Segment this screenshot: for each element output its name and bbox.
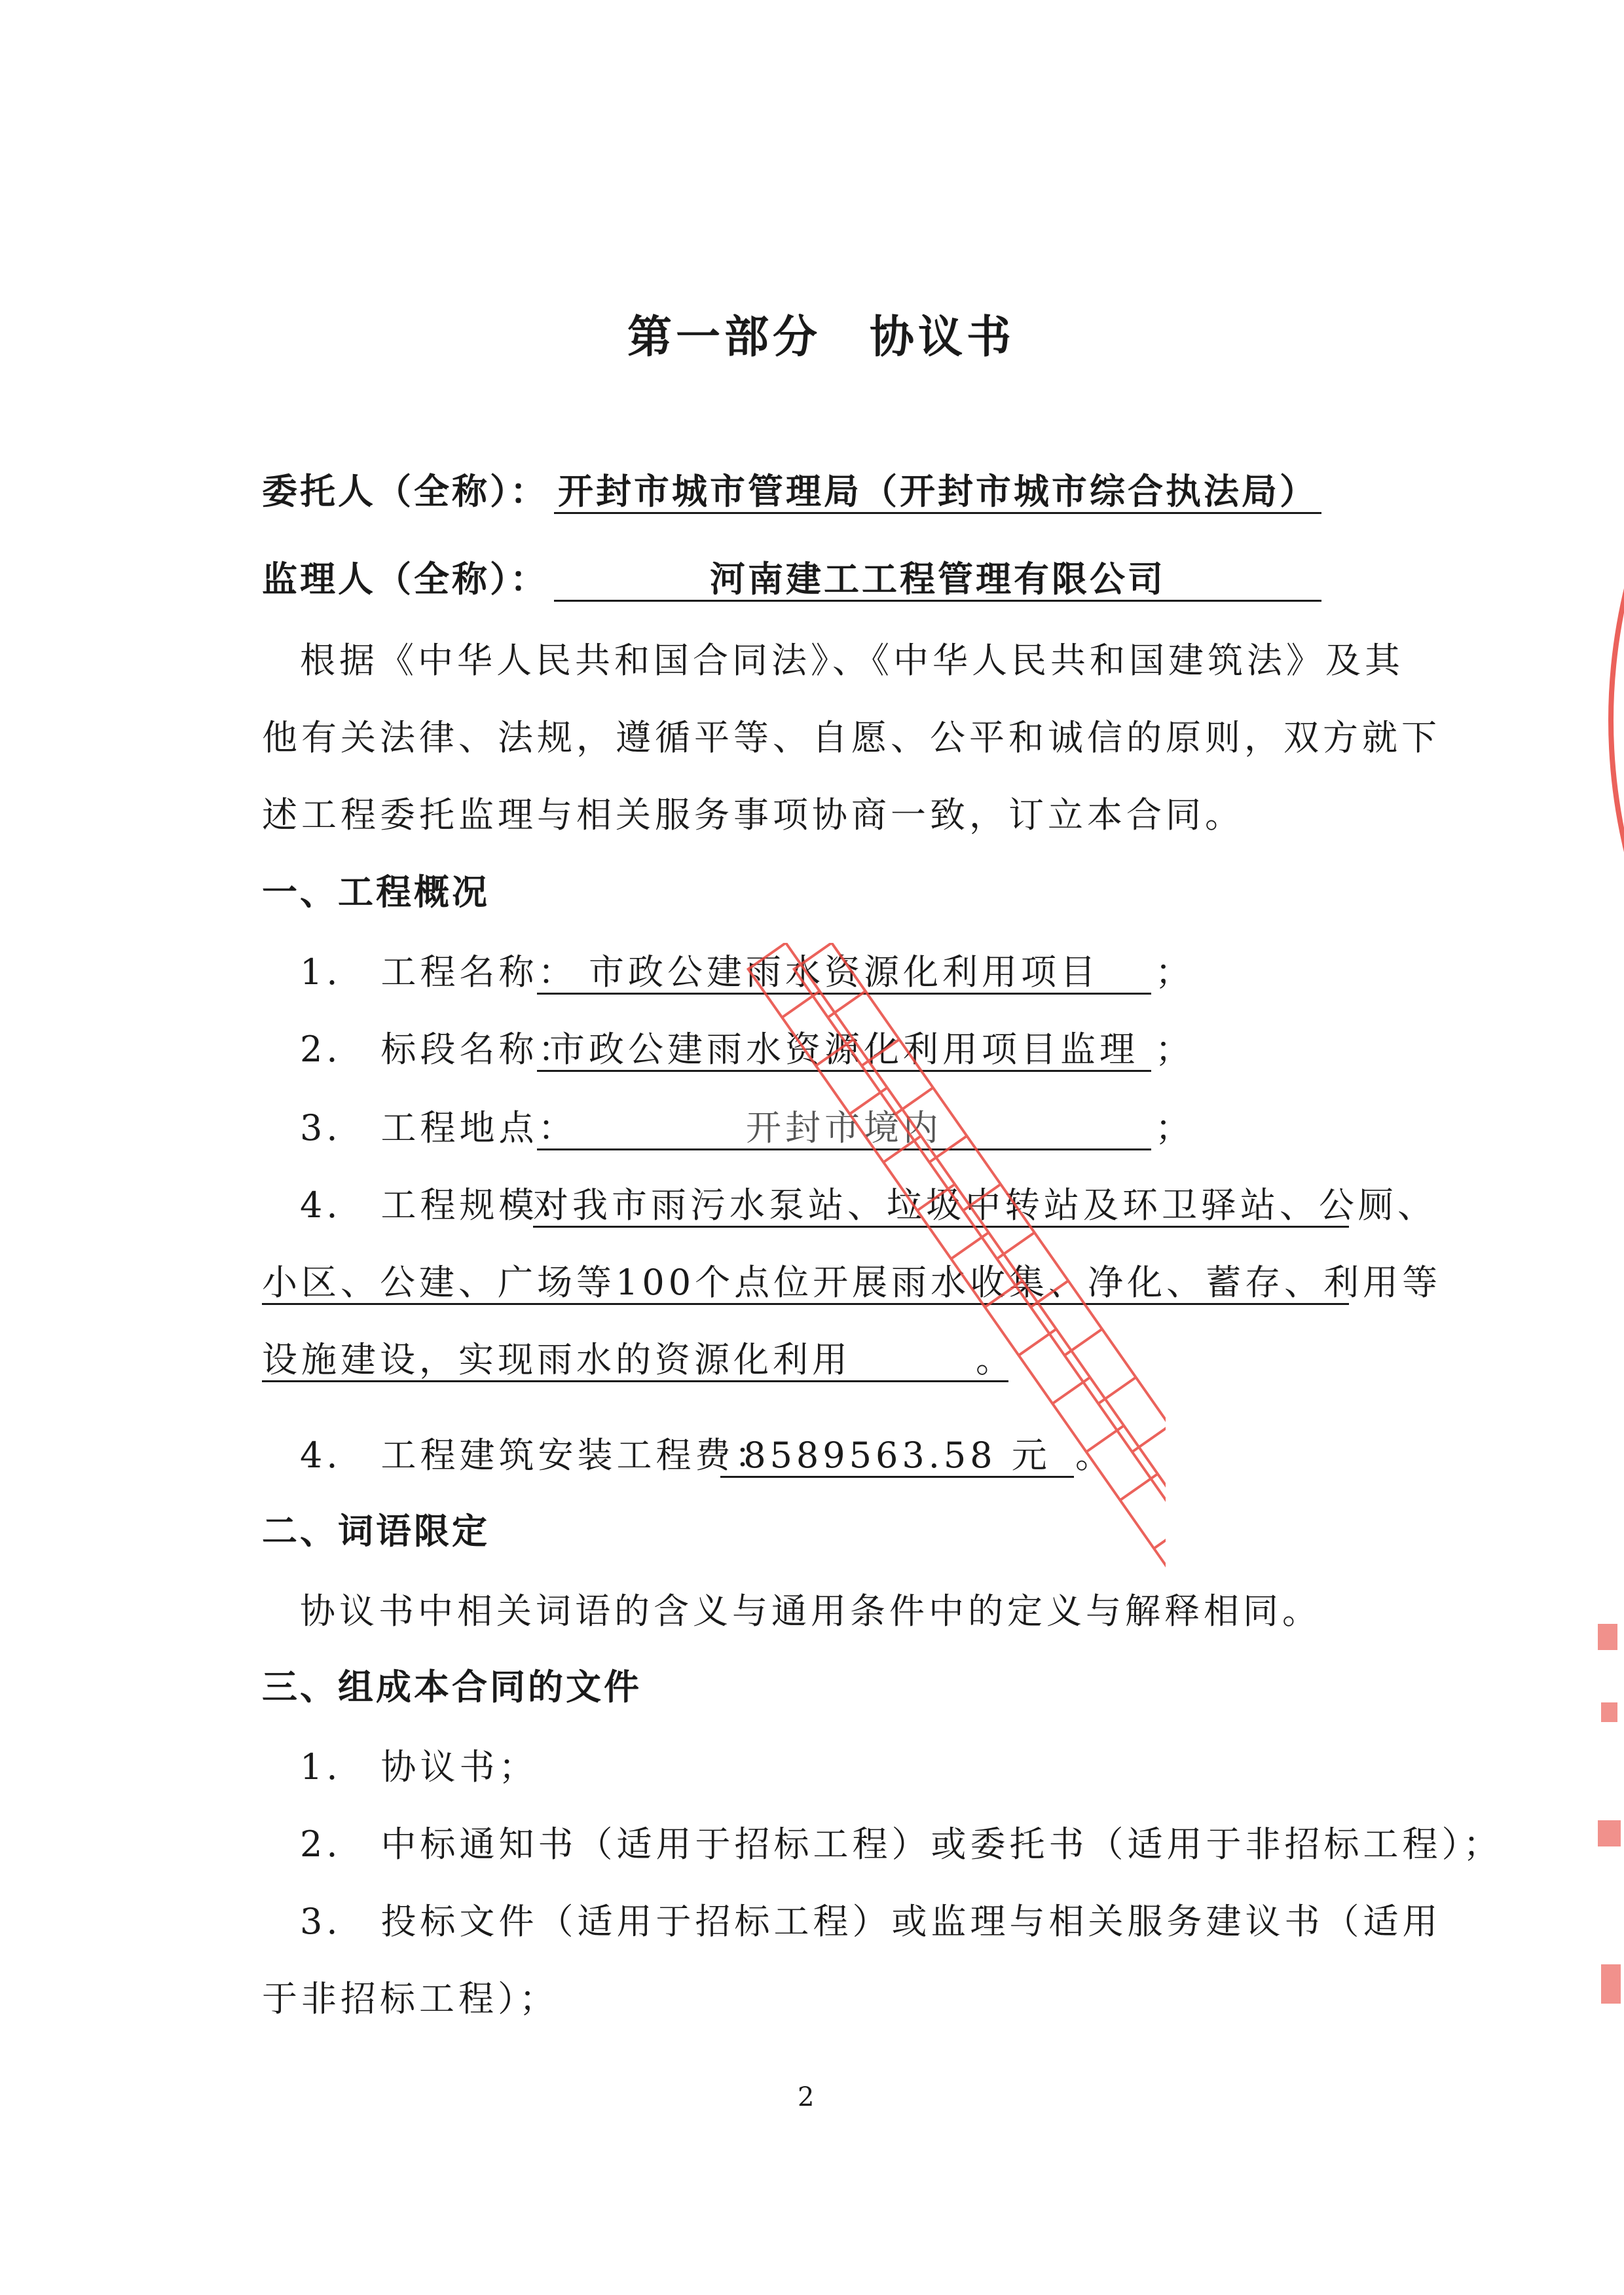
item-2-value: 市政公建雨水资源化利用项目监理 [537, 1032, 1151, 1072]
item-4-label: 4. 工程规模： [300, 1184, 578, 1226]
item-5-period: 。 [1075, 1435, 1115, 1476]
supervisor-value: 河南建工工程管理有限公司 [554, 562, 1321, 602]
item-1-value: 市政公建雨水资源化利用项目 [537, 955, 1151, 995]
client-label: 委托人（全称）： [262, 471, 548, 512]
item-4-period: 。 [976, 1339, 1015, 1380]
section-3-item-2: 2. 中标通知书（适用于招标工程）或委托书（适用于非招标工程）； [300, 1824, 1503, 1865]
item-3-value: 开封市境内 [537, 1111, 1151, 1150]
item-4-line-1: 对我市雨污水泵站、垃圾中转站及环卫驿站、公厕、 [533, 1188, 1349, 1228]
item-5-value: 8589563.58 元 [720, 1438, 1074, 1478]
client-value: 开封市城市管理局（开封市城市综合执法局） [554, 474, 1321, 514]
item-2-label: 2. 标段名称： [300, 1029, 578, 1070]
section-3-item-3-line-2: 于非招标工程）； [262, 1978, 559, 2019]
item-5-label: 4. 工程建筑安装工程费： [300, 1435, 774, 1476]
section-3-heading: 三、组成本合同的文件 [262, 1666, 642, 1708]
section-2-text: 协议书中相关词语的含义与通用条件中的定义与解释相同。 [300, 1590, 1321, 1632]
item-1-semicolon: ； [1155, 951, 1194, 993]
watermark-stamp-icon [445, 943, 1166, 1925]
red-seal-fragment-icon [1585, 1624, 1624, 2030]
section-1-heading: 一、工程概况 [262, 872, 490, 913]
red-seal-icon [1559, 537, 1624, 904]
intro-line-1: 根据《中华人民共和国合同法》、《中华人民共和国建筑法》及其 [300, 640, 1404, 681]
item-4-line-3: 设施建设，实现雨水的资源化利用 [262, 1342, 1008, 1382]
item-1-label: 1. 工程名称： [300, 951, 578, 993]
item-3-label: 3. 工程地点： [300, 1107, 578, 1148]
item-4-line-2: 小区、公建、广场等100个点位开展雨水收集、净化、蓄存、利用等 [262, 1265, 1349, 1305]
intro-line-2: 他有关法律、法规，遵循平等、自愿、公平和诚信的原则，双方就下 [262, 717, 1441, 758]
supervisor-label: 监理人（全称）： [262, 559, 548, 600]
intro-line-3: 述工程委托监理与相关服务事项协商一致，订立本合同。 [262, 794, 1244, 835]
page-title: 第一部分 协议书 [627, 312, 1016, 363]
section-3-item-3-line-1: 3. 投标文件（适用于招标工程）或监理与相关服务建议书（适用 [300, 1901, 1442, 1942]
section-2-heading: 二、词语限定 [262, 1511, 490, 1552]
item-2-semicolon: ； [1155, 1029, 1194, 1070]
page-number: 2 [798, 2082, 815, 2112]
section-3-item-1: 1. 协议书； [300, 1746, 538, 1788]
item-3-semicolon: ； [1155, 1107, 1194, 1148]
